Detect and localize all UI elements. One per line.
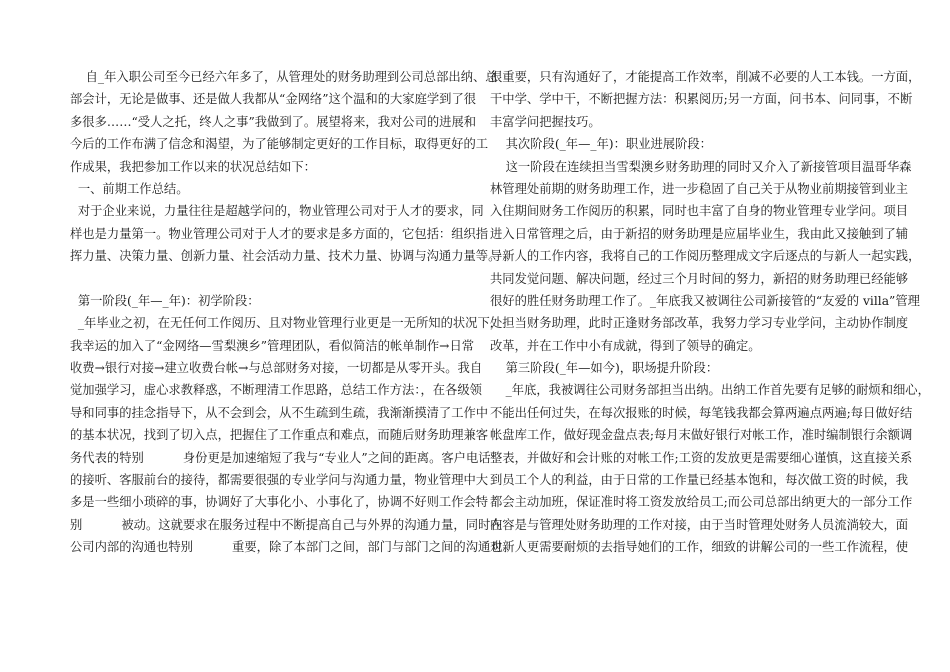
text-line: 很重要，只有沟通好了，才能提高工作效率，削减不必要的人工本钱。一方面， <box>490 70 921 84</box>
intro-paragraph <box>70 66 498 178</box>
stage2-paragraph <box>490 156 921 358</box>
text-line: 共同发觉问题、解决问题，经过三个月时间的努力，新招的财务助理已经能够 <box>490 271 909 286</box>
text-line: 整表，并做好和会计账的对帐工作;工资的发放更是需要细心谨慎，这直接关系 <box>490 450 913 465</box>
text-line: 这一阶段在连续担当雪梨澳乡财务助理的同时又介入了新接管项目温哥华森 <box>490 159 912 174</box>
right-column <box>490 66 930 559</box>
text-line: 收费→银行对接→建立收费台帐→与总部财务对接，一切都是从零开头。我自 <box>70 361 483 376</box>
text-line: 都会主动加班，保证准时将工资发放给员工;而公司总部出纳更大的一部分工作 <box>490 495 913 510</box>
stage1-paragraph <box>70 312 503 558</box>
text-line: 丰富学问把握技巧。 <box>490 114 601 129</box>
text-line: 对于企业来说，力量往往是超越学问的，物业管理公司对于人才的要求，同 <box>70 204 484 219</box>
text-line: 很好的胜任财务助理工作了。_年底我又被调往公司新接管的“友爱的 villa”管理 <box>490 293 920 308</box>
text-line: 对新人更需要耐烦的去指导她们的工作，细致的讲解公司的一些工作流程，使 <box>490 540 909 555</box>
stage-heading: 第三阶段(_年—如今)，职场提升阶段： <box>490 361 719 376</box>
text-line: 务代表的特别 身份更是加速缩短了我与“专业人”之间的距离。客户电话 <box>70 450 491 465</box>
text-line: 自_年入职公司至今已经六年多了，从管理处的财务助理到公司总部出纳、总 <box>70 70 498 84</box>
text-line: 入住期间财务工作阅历的积累，同时也丰富了自身的物业管理专业学问。项目 <box>490 204 909 219</box>
text-line: _年底，我被调往公司财务部担当出纳。出纳工作首先要有足够的耐烦和细心， <box>490 383 930 398</box>
text-line: 进入日常管理之后，由于新招的财务助理是应届毕业生，我由此又接触到了辅 <box>490 226 909 241</box>
text-line: 到员工个人的利益，由于日常的工作量已经基本饱和，每次做工资的时候，我 <box>490 473 909 488</box>
text-line: 觉加强学习，虚心求教释惑，不断理清工作思路，总结工作方法：，在各级领 <box>70 383 482 398</box>
text-line: _年毕业之初，在无任何工作阅历、且对物业管理行业更是一无所知的状况下， <box>70 316 503 331</box>
text-line: 公司内部的沟通也特别 重要，除了本部门之间，部门与部门之间的沟通也 <box>70 540 503 555</box>
stage-heading: 第一阶段(_年—_年)：初学阶段： <box>70 293 260 308</box>
section-heading: 一、前期工作总结。 <box>70 181 189 196</box>
text-line: 挥力量、决策力量、创新力量、社会活动力量、技术力量、协调与沟通力量等。 <box>70 249 501 264</box>
text-line: 导和同事的挂念指导下，从不会到会，从不生疏到生疏，我渐渐摸清了工作中 <box>70 405 489 420</box>
text-line: 多很多……“受人之托，终人之事”我做到了。展望将来，我对公司的进展和 <box>70 114 477 129</box>
text-line: 处担当财务助理，此时正逢财务部改革，我努力学习专业学问，主动协作制度 <box>490 316 909 331</box>
text-line: 的接听、客服前台的接待，都需要很强的专业学问与沟通力量，物业管理中大 <box>70 473 489 488</box>
text-line: 内容是与管理处财务助理的工作对接，由于当时管理处财务人员流淌较大，面 <box>490 517 909 532</box>
text-line: 干中学、学中干，不断把握方法：积累阅历;另一方面，问书本、问同事，不断 <box>490 92 913 107</box>
stage-heading: 其次阶段(_年—_年)：职业进展阶段： <box>490 137 712 152</box>
text-line: 不能出任何过失，在每次报账的时候，每笔钱我都会算两遍点两遍;每日做好结 <box>490 405 913 420</box>
text-line: 导新人的工作内容，我将自己的工作阅历整理成文字后逐点的与新人一起实践， <box>490 249 921 264</box>
text-line: 我幸运的加入了“金网络—雪梨澳乡”管理团队，看似简洁的帐单制作→日常 <box>70 338 475 353</box>
text-line: 改革，并在工作中小有成就，得到了领导的确定。 <box>490 338 761 353</box>
text-line: 作成果，我把参加工作以来的状况总结如下： <box>70 159 316 174</box>
text-line: 多是一些细小琐碎的事，协调好了大事化小、小事化了，协调不好则工作会特 <box>70 495 489 510</box>
text-line: 林管理处前期的财务助理工作，进一步稳固了自己关于从物业前期接管到业主 <box>490 181 909 196</box>
text-line: 的基本状况，找到了切入点，把握住了工作重点和难点，而随后财务助理兼客 <box>70 428 489 443</box>
left-column <box>70 66 503 559</box>
stage3-paragraph <box>490 379 930 558</box>
talent-paragraph <box>70 200 501 267</box>
continuation-paragraph <box>490 66 921 133</box>
text-line: 部会计，无论是做事、还是做人我都从“金网络”这个温和的大家庭学到了很 <box>70 92 477 107</box>
blank-line <box>70 268 463 290</box>
text-line: 样也是力量第一。物业管理公司对于人才的要求是多方面的，它包括：组织指 <box>70 226 489 241</box>
text-line: 今后的工作布满了信念和渴望，为了能够制定更好的工作目标，取得更好的工 <box>70 137 489 152</box>
text-line: 别 被动。这就要求在服务过程中不断提高自己与外界的沟通力量，同时在 <box>70 517 503 532</box>
text-line: 帐盘库工作，做好现金盘点表;每月末做好银行对帐工作，准时编制银行余额调 <box>490 428 913 443</box>
